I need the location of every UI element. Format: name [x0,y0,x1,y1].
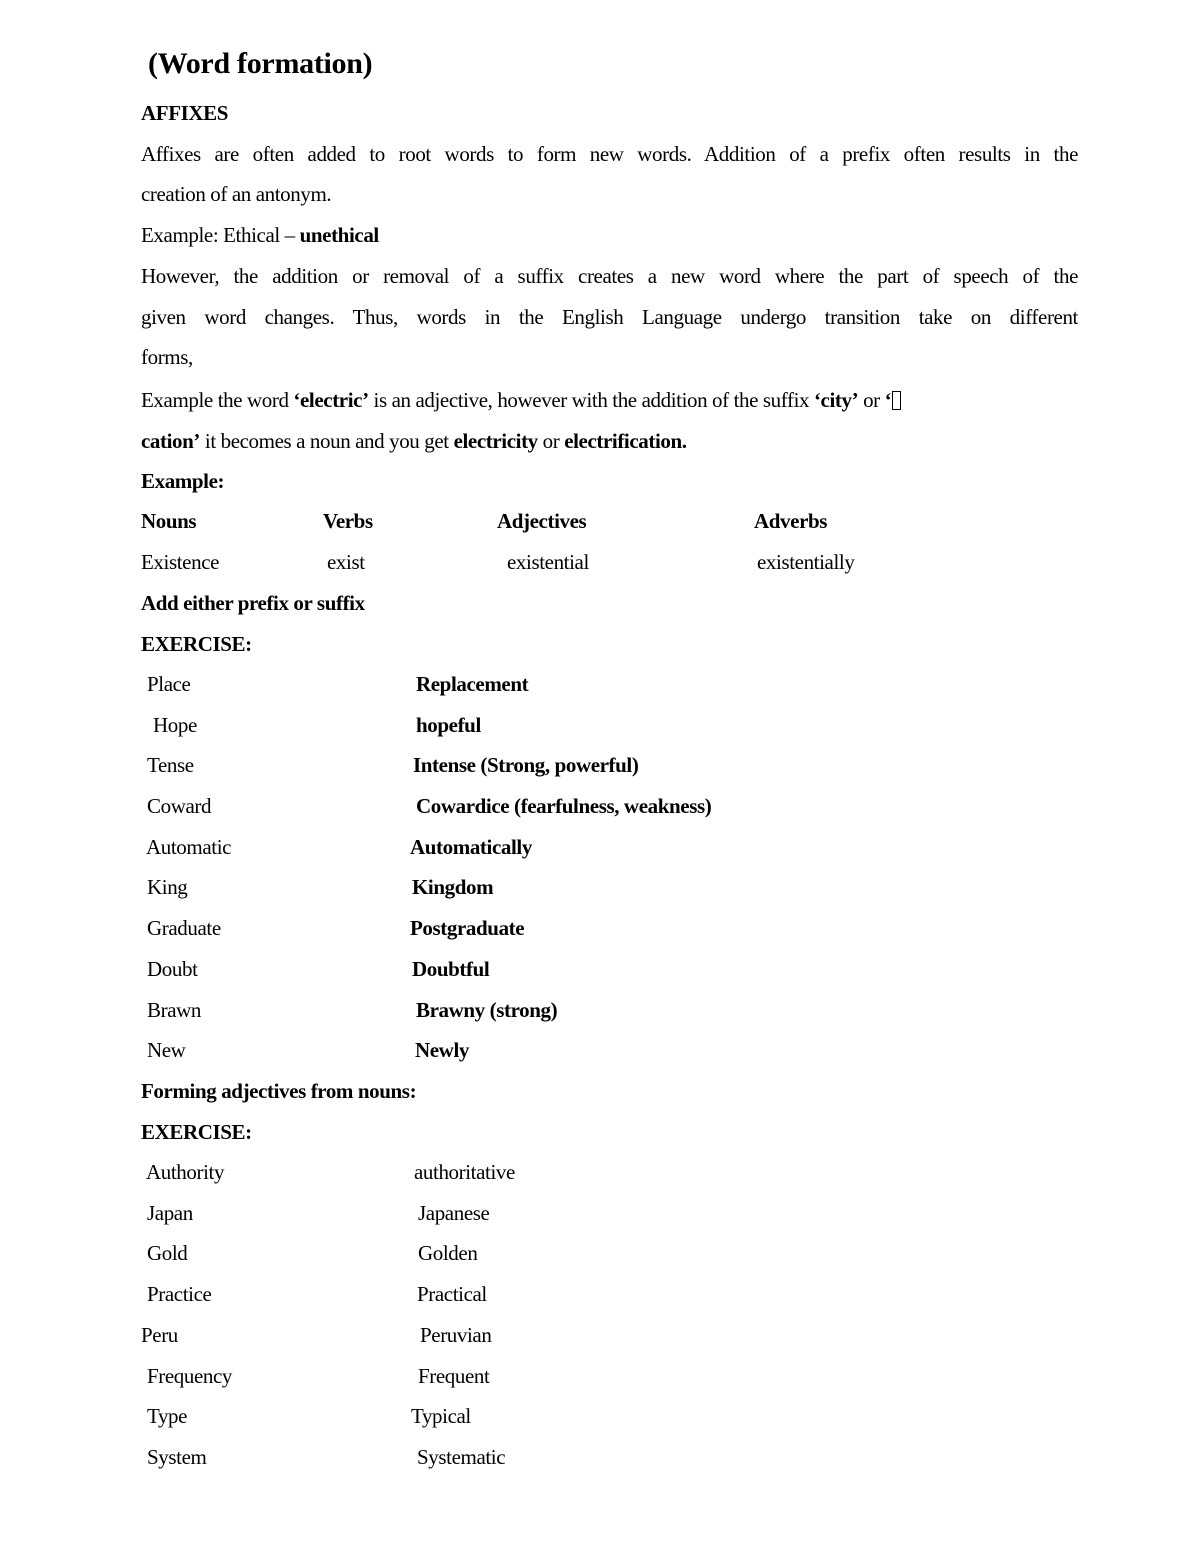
suffix-paragraph-line-2: given word changes. Thus, words in the English Language undergo transition take on different [141,305,1078,329]
cell-noun: Existence [141,550,220,574]
cation-suffix: cation’ [141,429,201,453]
page-title: (Word formation) [148,47,373,80]
ex2-noun: Type [147,1404,188,1428]
ex1-answer: Automatically [410,835,532,859]
example-ethical-value: unethical [299,223,379,247]
ex1-word: Place [147,672,191,696]
electric-text-1: Example the word [141,388,294,412]
ex1-answer: Doubtful [412,957,490,981]
header-adverbs: Adverbs [754,509,828,533]
exercise-2-heading: EXERCISE: [141,1120,252,1144]
example-ethical [141,223,379,247]
ex1-word: Tense [147,753,194,777]
header-verbs: Verbs [323,509,373,533]
suffix-paragraph-line-3: forms, [141,345,193,369]
ex1-answer: Brawny (strong) [416,998,558,1022]
ex2-noun: Japan [147,1201,193,1225]
electric-text-3: or [858,388,885,412]
cell-adverb: existentially [757,550,855,574]
ex2-noun: Practice [147,1282,212,1306]
add-prefix-suffix-heading: Add either prefix or suffix [141,591,365,615]
cell-verb: exist [327,550,365,574]
ex1-word: Hope [153,713,197,737]
ex1-answer: Intense (Strong, powerful) [413,753,639,777]
suffix-paragraph-line-1: However, the addition or removal of a suffix creates a new word where the part of speech of the [141,264,1078,288]
ex2-adjective: Systematic [417,1445,506,1469]
ex2-adjective: Golden [418,1241,478,1265]
ex2-noun: Frequency [147,1364,233,1388]
electrification-word: electrification. [564,429,687,453]
ex2-noun: Peru [141,1323,178,1347]
quote-mark: ‘ [884,388,892,412]
ex1-answer: Replacement [416,672,529,696]
ex1-word: Doubt [147,957,198,981]
affixes-paragraph-line-2: creation of an antonym. [141,182,332,206]
electric-word: ‘electric’ [293,388,369,412]
ex2-noun: Gold [147,1241,188,1265]
ex1-word: Automatic [146,835,232,859]
ex1-word: King [147,875,188,899]
forming-adjectives-heading: Forming adjectives from nouns: [141,1079,417,1103]
ex2-adjective: authoritative [414,1160,515,1184]
ex2-adjective: Typical [411,1404,471,1428]
example-ethical-label: Example: Ethical – [141,223,300,247]
example-heading: Example: [141,469,225,493]
ex2-adjective: Practical [417,1282,487,1306]
ex1-word: Brawn [147,998,201,1022]
electric-text-2: is an adjective, however with the addition of the suffix [368,388,814,412]
ex1-word: New [147,1038,186,1062]
ex2-noun: System [147,1445,207,1469]
exercise-1-heading: EXERCISE: [141,632,252,656]
ex1-answer: hopeful [416,713,481,737]
electric-text-5: or [537,429,565,453]
electric-example-line-1 [141,388,1078,412]
ex2-adjective: Peruvian [420,1323,492,1347]
cell-adjective: existential [507,550,589,574]
city-suffix: ‘city’ [813,388,859,412]
electric-text-4: it becomes a noun and you get [200,429,454,453]
affixes-paragraph-line-1: Affixes are often added to root words to form new words. Addition of a prefix often results in the [141,142,1078,166]
missing-glyph-box [892,391,901,410]
header-adjectives: Adjectives [497,509,587,533]
affixes-heading: AFFIXES [141,101,229,125]
ex1-answer: Kingdom [412,875,494,899]
ex1-answer: Newly [415,1038,469,1062]
ex1-word: Graduate [147,916,221,940]
electricity-word: electricity [453,429,538,453]
ex2-adjective: Japanese [418,1201,490,1225]
ex1-answer: Cowardice (fearfulness, weakness) [416,794,712,818]
header-nouns: Nouns [141,509,197,533]
ex2-noun: Authority [146,1160,225,1184]
electric-example-line-2 [141,429,687,453]
ex2-adjective: Frequent [418,1364,490,1388]
ex1-answer: Postgraduate [410,916,525,940]
ex1-word: Coward [147,794,212,818]
